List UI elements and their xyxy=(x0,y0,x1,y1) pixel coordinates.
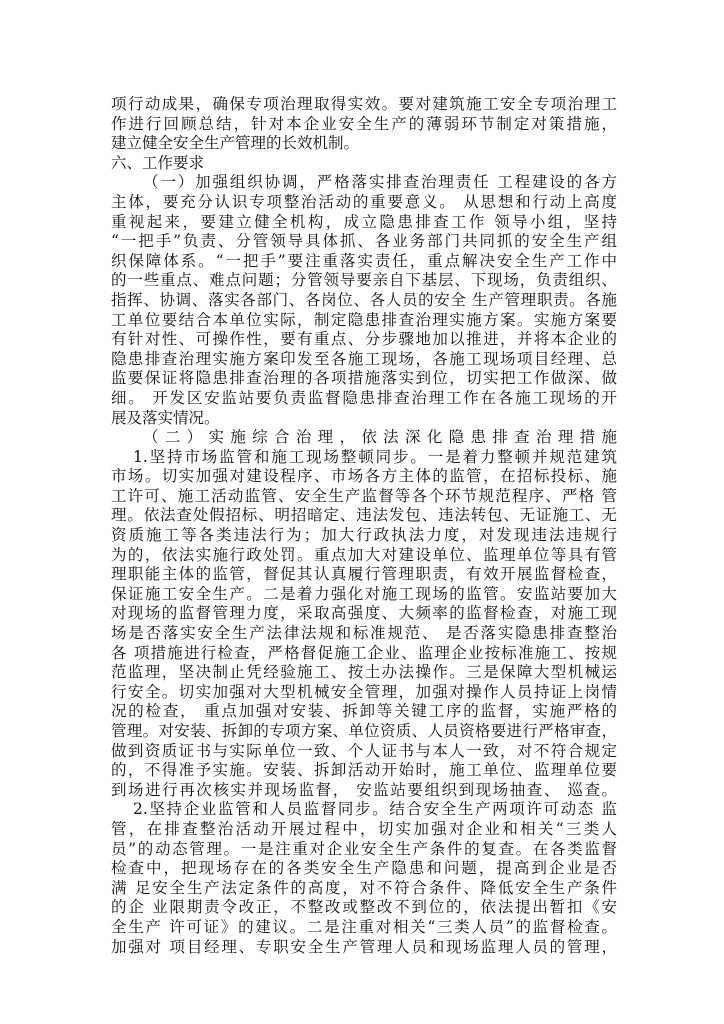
text-line: 管理。对安装、拆卸的专项方案、单位资质、人员资格要进行严格审查， xyxy=(111,722,617,740)
text-line: 理。依法查处假招标、明招暗定、违法发包、违法转包、无证施工、无 xyxy=(111,506,617,525)
text-line: 场是否落实安全生产法律法规和标准规范、 是否落实隐患排查整治 xyxy=(111,624,617,643)
text-line: 各 项措施进行检查，严格督促施工企业、监理企业按标准施工、按规 xyxy=(111,643,617,662)
text-line: 资质施工等各类违法行为；加大行政执法力度，对发现违法违规行 xyxy=(111,526,617,545)
text-line: 工单位要结合本单位实际，制定隐患排查治理实施方案。实施方案要 xyxy=(111,310,617,329)
text-line: 检查中，把现场存在的各类安全生产隐患和问题，提高到企业是否 xyxy=(111,859,617,878)
text-line: “一把手”负责、分管领导具体抓、各业务部门共同抓的安全生产组 xyxy=(111,232,617,251)
text-line: 建立健全安全生产管理的长效机制。 xyxy=(111,134,360,153)
text-line: 理职能主体的监管，督促其认真履行管理职责，有效开展监督检查， xyxy=(111,565,617,584)
text-line: 管，在排查整治活动开展过程中，切实加强对企业和相关“三类人 xyxy=(111,819,617,838)
text-line: 2.坚持企业监管和人员监督同步。结合安全生产两项许可动态 监 xyxy=(133,800,617,819)
text-line: 到场进行再次核实并现场监督， 安监站要组织到现场抽查、 巡查。 xyxy=(111,780,617,799)
text-line: 做到资质证书与实际单位一致、个人证书与本人一致，对不符合规定 xyxy=(111,741,617,760)
text-line: 况的检查， 重点加强对安装、拆卸等关键工序的监督，实施严格的 xyxy=(111,702,617,721)
text-line: 六、工作要求 xyxy=(111,153,205,172)
text-line: （二）实施综合治理，依法深化隐患排查治理措施 xyxy=(143,428,617,447)
text-line: 重视起来，要建立健全机构，成立隐患排查工作 领导小组，坚持 xyxy=(111,212,617,231)
text-line: 范监理，坚决制止凭经验施工、按土办法操作。三是保障大型机械运 xyxy=(111,663,617,682)
document-page xyxy=(111,95,617,957)
text-line: 的，不得准予实施。安装、拆卸活动开始时，施工单位、监理单位要 xyxy=(111,761,617,780)
text-line: 细。 开发区安监站要负责监督隐患排查治理工作在各施工现场的开 xyxy=(111,388,617,407)
text-line: 员”的动态管理。一是注重对企业安全生产条件的复查。在各类监督 xyxy=(111,839,617,858)
text-line: 项行动成果，确保专项治理取得实效。要对建筑施工安全专项治理工 xyxy=(111,95,617,113)
text-line: 市场。切实加强对建设程序、市场各方主体的监管，在招标投标、施 xyxy=(111,467,617,486)
text-line: 行安全。切实加强对大型机械安全管理，加强对操作人员持证上岗情 xyxy=(111,682,617,701)
text-line: 加强对 项目经理、专职安全生产管理人员和现场监理人员的管理， xyxy=(111,937,617,956)
text-line: 1.坚持市场监管和施工现场整顿同步。一是着力整顿并规范建筑 xyxy=(133,447,617,466)
text-line: 主体，要充分认识专项整治活动的重要意义。 从思想和行动上高度 xyxy=(111,192,617,211)
text-line: 为的，依法实施行政处罚。重点加大对建设单位、监理单位等具有管 xyxy=(111,545,617,564)
text-line: 满 足安全生产法定条件的高度，对不符合条件、降低安全生产条件 xyxy=(111,878,617,897)
text-line: 监要保证将隐患排查治理的各项措施落实到位，切实把工作做深、做 xyxy=(111,369,617,388)
text-line: 织保障体系。“一把手”要注重落实责任，重点解决安全生产工作中 xyxy=(111,251,617,270)
text-line: 全生产 许可证》的建议。二是注重对相关“三类人员”的监督检查。 xyxy=(111,917,617,936)
text-line: 工许可、施工活动监管、安全生产监督等各个环节规范程序、严格 管 xyxy=(111,486,617,505)
text-line: 展及落实情况。 xyxy=(111,408,220,427)
text-line: 有针对性、可操作性，要有重点、分步骤地加以推进，并将本企业的 xyxy=(111,330,617,349)
text-line: 对现场的监督管理力度，采取高强度、大频率的监督检查，对施工现 xyxy=(111,604,617,623)
text-line: 作进行回顾总结，针对本企业安全生产的薄弱环节制定对策措施， xyxy=(111,114,617,133)
text-line: 保证施工安全生产。二是着力强化对施工现场的监管。安监站要加大 xyxy=(111,584,617,603)
text-line: 指挥、协调、落实各部门、各岗位、各人员的安全 生产管理职责。各施 xyxy=(111,290,617,309)
text-line: 的一些重点、难点问题；分管领导要亲自下基层、下现场，负责组织、 xyxy=(111,271,617,290)
text-line: （一）加强组织协调，严格落实排查治理责任 工程建设的各方 xyxy=(143,173,617,192)
text-line: 隐患排查治理实施方案印发至各施工现场，各施工现场项目经理、总 xyxy=(111,349,617,368)
text-line: 的企 业限期责令改正，不整改或整改不到位的，依法提出暂扣《安 xyxy=(111,898,617,917)
